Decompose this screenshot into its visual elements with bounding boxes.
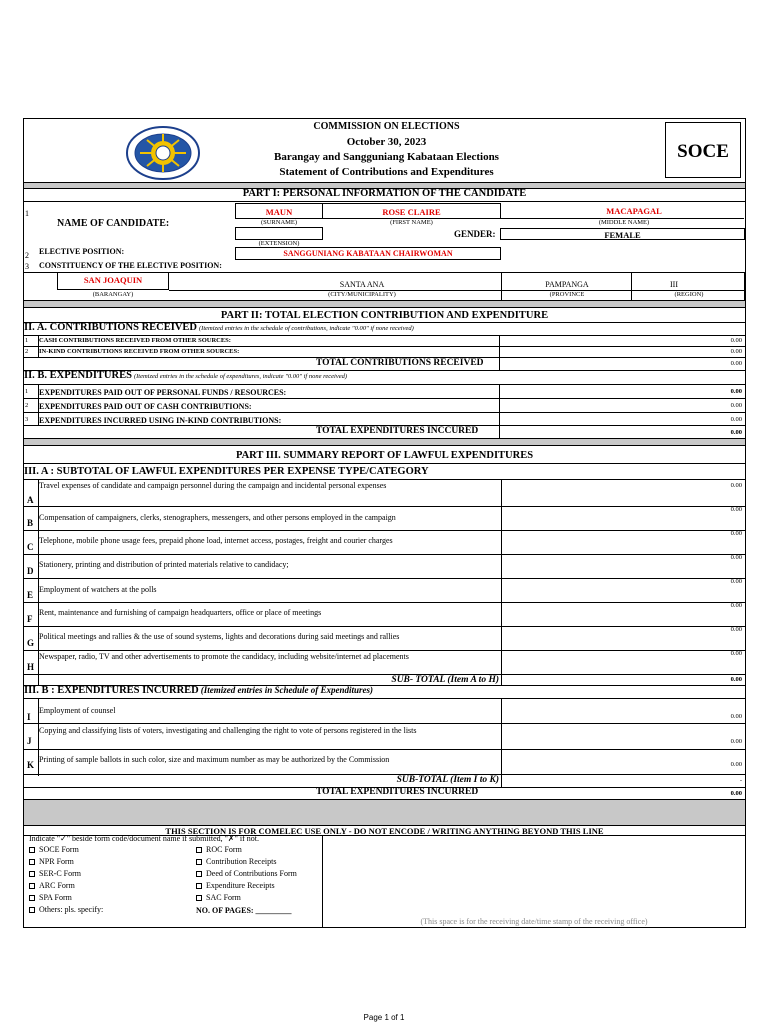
total-expend-value: 0.00 (730, 429, 742, 436)
item-j-value: 0.00 (730, 738, 742, 745)
item-d-letter: D (27, 566, 34, 576)
item-a-value: 0.00 (730, 482, 742, 489)
item-h-value: 0.00 (730, 650, 742, 657)
part2b-title: II. B. EXPENDITURES (24, 370, 132, 381)
item-g-letter: G (27, 638, 35, 648)
election-name: Barangay and Sangguniang Kabataan Elections (274, 151, 499, 163)
election-date: October 30, 2023 (346, 136, 427, 148)
form-check-soce[interactable] (29, 846, 79, 854)
comelec-section-title: THIS SECTION IS FOR COMELEC USE ONLY - DO NOT ENCODE / WRITING ANYTHING BEYOND THIS LINE (165, 826, 604, 836)
expend3-number: 3 (25, 416, 29, 423)
form-check-spa[interactable] (29, 894, 72, 902)
soce-label: SOCE (677, 141, 729, 162)
part3-title: PART III. SUMMARY REPORT OF LAWFUL EXPENDITURES (235, 450, 534, 461)
item-f-value: 0.00 (730, 602, 742, 609)
form-check-serc[interactable] (29, 870, 81, 878)
extension-field[interactable] (235, 227, 323, 240)
form-check-npr[interactable] (29, 858, 74, 866)
province-caption: (PROVINCE (549, 291, 585, 298)
form-check-sac[interactable] (196, 894, 241, 902)
middle-name-value: MACAPAGAL (606, 206, 662, 216)
city-caption: (CITY/MUNICIPALITY) (328, 291, 396, 298)
form-check-expenditure-receipts[interactable] (196, 882, 275, 890)
item-a-letter: A (27, 495, 34, 505)
item-i-label: Employment of counsel (39, 706, 116, 715)
subtotal-a-label: SUB- TOTAL (Item A to H) (391, 675, 499, 685)
province-value: PAMPANGA (545, 280, 589, 289)
position-value: SANGGUNIANG KABATAAN CHAIRWOMAN (283, 249, 453, 258)
total-contrib-value: 0.00 (730, 360, 742, 367)
form-check-arc[interactable] (29, 882, 75, 890)
expend3-value: 0.00 (730, 416, 742, 423)
total-expend-label: TOTAL EXPENDITURES INCCURED (316, 426, 479, 436)
contrib2-number: 2 (25, 348, 29, 355)
form-check-deed[interactable] (196, 870, 297, 878)
form-check-others[interactable] (29, 906, 103, 914)
middle-name-caption: (MIDDLE NAME) (598, 219, 650, 226)
form-soce-label: SOCE Form (39, 845, 79, 854)
soce-form (23, 118, 746, 928)
gender-label: GENDER: (454, 229, 496, 239)
form-others-label: Others: pls. specify: (39, 905, 104, 914)
part2a-title: II. A. CONTRIBUTIONS RECEIVED (24, 322, 197, 333)
barangay-field[interactable] (57, 272, 169, 290)
item-c-label: Telephone, mobile phone usage fees, prepaid phone load, internet access, postages, freight and courier charges (39, 536, 393, 545)
item-h-letter: H (27, 662, 35, 672)
item-j-label: Copying and classifying lists of voters, investigating and challenging the right to vote of persons registered in the lists (39, 726, 417, 735)
form-roc-label: ROC Form (206, 845, 242, 854)
contrib1-number: 1 (25, 337, 29, 344)
item-e-value: 0.00 (730, 578, 742, 585)
statement-title: Statement of Contributions and Expenditures (279, 166, 494, 178)
form-npr-label: NPR Form (39, 857, 74, 866)
barangay-caption: (BARANGAY) (92, 291, 134, 298)
soce-label-box (665, 122, 741, 178)
expend1-label: EXPENDITURES PAID OUT OF PERSONAL FUNDS / RESOURCES: (39, 388, 287, 397)
first-name-caption: (FIRST NAME) (390, 219, 433, 226)
position-field[interactable] (235, 247, 501, 260)
item-g-label: Political meetings and rallies & the use of sound systems, lights and decorations during said meetings and rallies (39, 632, 400, 641)
position-label: ELECTIVE POSITION: (39, 247, 125, 256)
total-contrib-label: TOTAL CONTRIBUTIONS RECEIVED (316, 358, 484, 368)
constituency-label: CONSTITUENCY OF THE ELECTIVE POSITION: (39, 261, 222, 270)
gender-field[interactable] (500, 228, 745, 240)
name-label: NAME OF CANDIDATE: (57, 218, 170, 229)
form-deed-label: Deed of Contributions Form (206, 869, 297, 878)
part2a-note: (Itemized entries in the schedule of contributions, indicate "0.00" if none received) (199, 325, 414, 332)
surname-value: MAUN (265, 207, 293, 217)
page-number: Page 1 of 1 (363, 1013, 405, 1022)
stamp-space-note: (This space is for the receiving date/time stamp of the receiving office) (420, 917, 648, 926)
form-check-contribution-receipts[interactable] (196, 858, 276, 866)
contrib2-label: IN-KIND CONTRIBUTIONS RECEIVED FROM OTHER SOURCES: (39, 348, 240, 355)
part3b-heading (24, 686, 373, 697)
form-arc-label: ARC Form (39, 881, 75, 890)
part1-title: PART I: PERSONAL INFORMATION OF THE CANDIDATE (242, 188, 527, 199)
expend2-label: EXPENDITURES PAID OUT OF CASH CONTRIBUTIONS: (39, 402, 252, 411)
subtotal-b-label: SUB-TOTAL (Item I to K) (396, 775, 499, 785)
region-value: III (670, 280, 678, 289)
item-d-label: Stationery, printing and distribution of printed materials relative to candidacy; (39, 560, 289, 569)
item-c-value: 0.00 (730, 530, 742, 537)
form-check-roc[interactable] (196, 846, 242, 854)
expend2-number: 2 (25, 402, 29, 409)
item-d-value: 0.00 (730, 554, 742, 561)
item-k-value: 0.00 (730, 761, 742, 768)
form-serc-label: SER-C Form (39, 869, 82, 878)
form-spa-label: SPA Form (39, 893, 72, 902)
row1-number: 1 (25, 209, 29, 218)
item-h-label: Newspaper, radio, TV and other advertisements to promote the candidacy, including website/internet ad placements (39, 652, 409, 661)
form-contribution-receipts-label: Contribution Receipts (206, 857, 277, 866)
city-value: SANTA ANA (339, 280, 385, 289)
item-f-label: Rent, maintenance and furnishing of campaign headquarters, office or place of meetings (39, 608, 322, 617)
grand-total-value: 0.00 (730, 790, 742, 797)
surname-caption: (SURNAME) (260, 219, 298, 226)
subtotal-a-value: 0.00 (730, 676, 742, 683)
item-e-label: Employment of watchers at the polls (39, 585, 157, 594)
item-b-value: 0.00 (730, 506, 742, 513)
expend2-value: 0.00 (730, 402, 742, 409)
comelec-instruction: Indicate "✓" beside form code/document name if submitted, "✗" if not. (29, 834, 259, 843)
expend1-value: 0.00 (730, 388, 742, 395)
comelec-seal-icon (126, 126, 201, 181)
contrib1-label: CASH CONTRIBUTIONS RECEIVED FROM OTHER SOURCES: (39, 337, 231, 344)
part2b-heading (24, 371, 347, 382)
row2-number: 2 (25, 251, 29, 260)
item-i-value: 0.00 (730, 713, 742, 720)
barangay-value: SAN JOAQUIN (83, 275, 143, 285)
expend3-label: EXPENDITURES INCURRED USING IN-KIND CONTRIBUTIONS: (39, 416, 282, 425)
item-k-letter: K (27, 760, 35, 770)
first-name-field[interactable] (322, 203, 501, 219)
contrib2-value: 0.00 (730, 348, 742, 355)
part3b-note: (Itemized entries in Schedule of Expenditures) (200, 685, 374, 695)
item-k-label: Printing of sample ballots in such color, size and maximum number as may be authorized by the Commission (39, 755, 390, 764)
grand-total-label: TOTAL EXPENDITURES INCURRED (316, 787, 479, 797)
item-f-letter: F (27, 614, 33, 624)
item-b-letter: B (27, 518, 34, 528)
surname-field[interactable] (235, 203, 323, 219)
item-g-value: 0.00 (730, 626, 742, 633)
item-j-letter: J (27, 736, 32, 746)
item-a-label: Travel expenses of candidate and campaign personnel during the campaign and incidental personal expenses (39, 481, 387, 490)
pages-label[interactable]: NO. OF PAGES: _________ (196, 906, 292, 915)
region-caption: (REGION) (674, 291, 704, 298)
part3b-title: III. B : EXPENDITURES INCURRED (24, 685, 199, 696)
agency-title: COMMISSION ON ELECTIONS (313, 121, 460, 132)
part2b-note: (Itemized entries in the schedule of expenditures, indicate "0.00" if none received) (133, 373, 348, 380)
item-e-letter: E (27, 590, 34, 600)
item-i-letter: I (27, 712, 31, 722)
contrib1-value: 0.00 (730, 337, 742, 344)
part3a-title: III. A : SUBTOTAL OF LAWFUL EXPENDITURES PER EXPENSE TYPE/CATEGORY (24, 466, 429, 477)
part2a-heading (24, 323, 414, 334)
subtotal-b-value: - (739, 777, 742, 784)
item-b-label: Compensation of campaigners, clerks, stenographers, messengers, and other persons employed in the campaign (39, 513, 396, 522)
row3-number: 3 (25, 262, 29, 271)
gender-value: FEMALE (604, 230, 641, 240)
item-c-letter: C (27, 542, 34, 552)
form-expenditure-receipts-label: Expenditure Receipts (206, 881, 275, 890)
part2-title: PART II: TOTAL ELECTION CONTRIBUTION AND EXPENDITURE (220, 310, 549, 321)
first-name-value: ROSE CLAIRE (382, 207, 441, 217)
extension-caption: (EXTENSION) (258, 240, 300, 247)
form-sac-label: SAC Form (206, 893, 241, 902)
expend1-number: 1 (25, 388, 29, 395)
